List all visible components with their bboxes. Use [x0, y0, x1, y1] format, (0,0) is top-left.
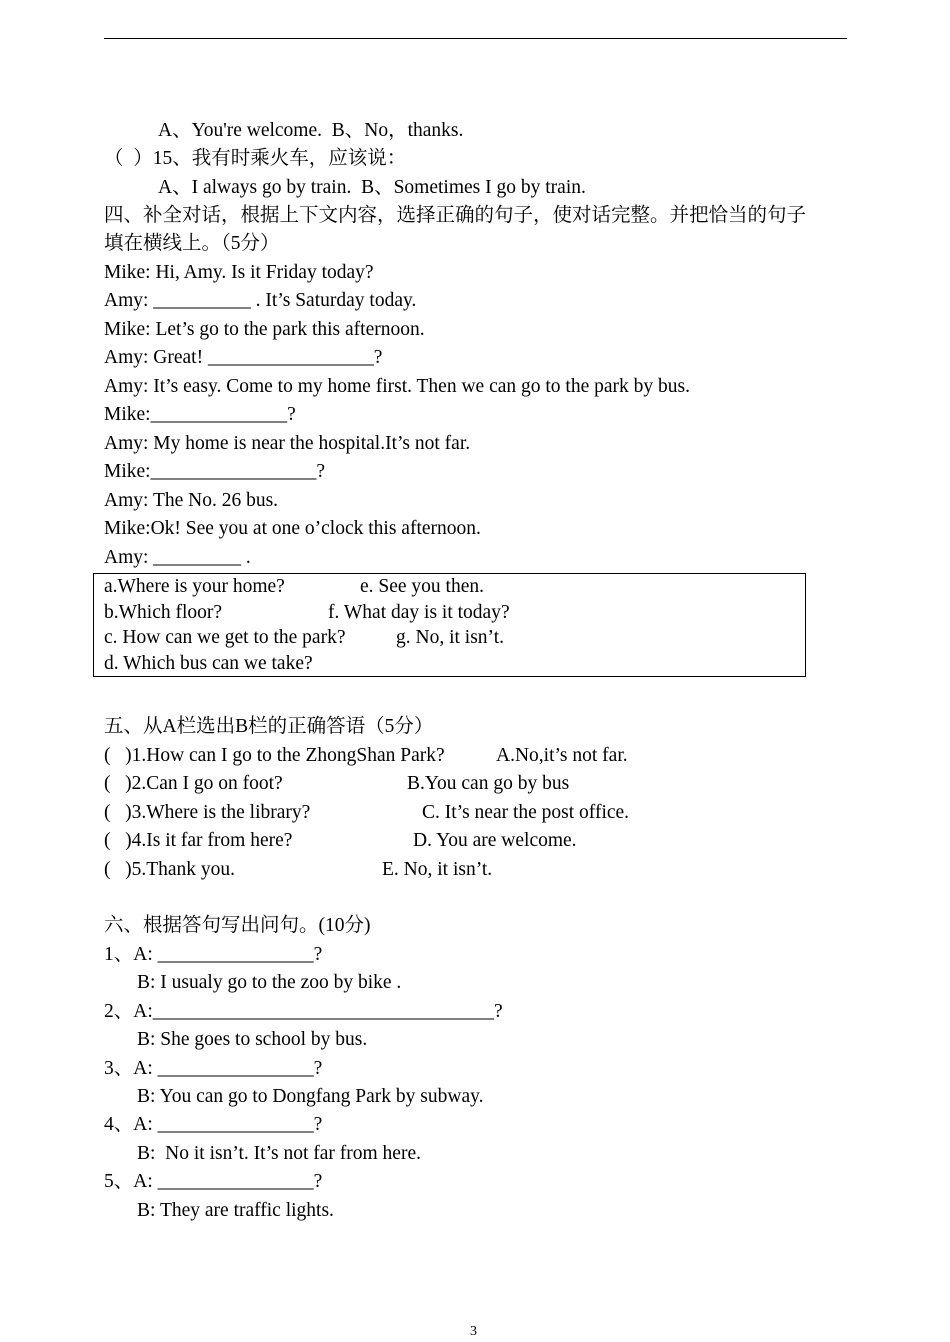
dialogue-line: Mike: Let’s go to the park this afternoon.: [104, 319, 425, 340]
section5-heading: 五、从A栏选出B栏的正确答语（5分）: [104, 716, 434, 737]
dialogue-line: Amy: _________ .: [104, 547, 251, 568]
section4-heading: 四、补全对话，根据上下文内容，选择正确的句子，使对话完整。并把恰当的句子: [104, 205, 807, 226]
answer-line: B: They are traffic lights.: [137, 1200, 334, 1221]
choice-item: d. Which bus can we take?: [104, 653, 313, 674]
question-line: 4、A: ________________?: [104, 1114, 323, 1135]
match-item: ( )3.Where is the library?: [104, 802, 311, 823]
page-number: 3: [470, 1324, 477, 1339]
answer-line: B: I usualy go to the zoo by bike .: [137, 972, 402, 993]
answer-line: B: No it isn’t. It’s not far from here.: [137, 1143, 421, 1164]
choice-item: c. How can we get to the park?: [104, 627, 346, 648]
answer-line: B: You can go to Dongfang Park by subway.: [137, 1086, 484, 1107]
dialogue-line: Amy: Great! _________________?: [104, 347, 383, 368]
match-item: ( )1.How can I go to the ZhongShan Park?: [104, 745, 445, 766]
match-answer: B.You can go by bus: [407, 773, 570, 794]
q14-options: A、You're welcome. B、No，thanks.: [158, 120, 464, 141]
choice-item: f. What day is it today?: [328, 602, 510, 623]
match-answer: E. No, it isn’t.: [382, 859, 493, 880]
choice-item: a.Where is your home?: [104, 576, 285, 597]
dialogue-line: Mike: Hi, Amy. Is it Friday today?: [104, 262, 374, 283]
q15-question: （ ）15、我有时乘火车，应该说：: [104, 148, 407, 169]
choice-item: e. See you then.: [360, 576, 485, 597]
match-item: ( )2.Can I go on foot?: [104, 773, 283, 794]
section6-heading: 六、根据答句写出问句。(10分): [104, 915, 371, 936]
dialogue-line: Mike:_________________?: [104, 461, 325, 482]
answer-line: B: She goes to school by bus.: [137, 1029, 368, 1050]
dialogue-line: Amy: It’s easy. Come to my home first. Then we can go to the park by bus.: [104, 376, 690, 397]
dialogue-line: Amy: My home is near the hospital.It’s not far.: [104, 433, 471, 454]
match-answer: A.No,it’s not far.: [496, 745, 628, 766]
match-answer: D. You are welcome.: [413, 830, 577, 851]
header-rule: [104, 38, 847, 39]
section4-heading-cont: 填在横线上。（5分）: [104, 233, 280, 254]
question-line: 2、A:___________________________________?: [104, 1001, 503, 1022]
choice-item: g. No, it isn’t.: [396, 627, 504, 648]
dialogue-line: Mike:Ok! See you at one o’clock this afternoon.: [104, 518, 481, 539]
match-item: ( )5.Thank you.: [104, 859, 236, 880]
dialogue-line: Amy: The No. 26 bus.: [104, 490, 279, 511]
dialogue-line: Amy: __________ . It’s Saturday today.: [104, 290, 417, 311]
q15-options: A、I always go by train. B、Sometimes I go by train.: [158, 177, 586, 198]
question-line: 5、A: ________________?: [104, 1171, 323, 1192]
match-answer: C. It’s near the post office.: [422, 802, 630, 823]
question-line: 3、A: ________________?: [104, 1058, 323, 1079]
choice-item: b.Which floor?: [104, 602, 223, 623]
question-line: 1、A: ________________?: [104, 944, 323, 965]
dialogue-line: Mike:______________?: [104, 404, 296, 425]
match-item: ( )4.Is it far from here?: [104, 830, 293, 851]
